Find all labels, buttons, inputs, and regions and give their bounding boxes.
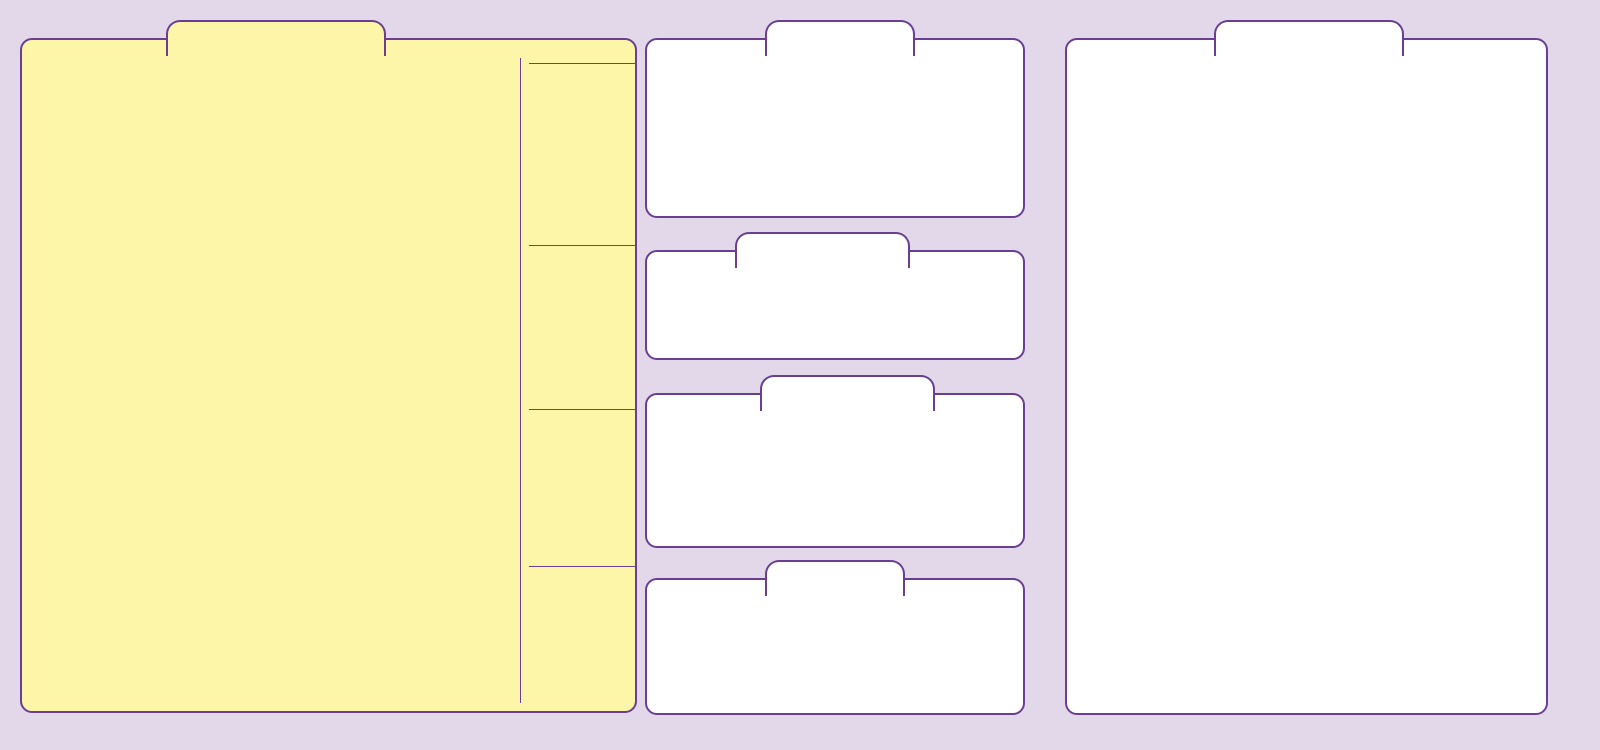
presider-title	[529, 244, 637, 246]
word-title-tab	[1214, 20, 1404, 56]
saturday-header	[657, 416, 1013, 430]
choir-anthem-panel	[645, 578, 1025, 715]
saturday-title-tab	[760, 375, 935, 411]
wednesday-title-tab	[765, 20, 915, 56]
friday-header	[657, 275, 1013, 289]
friday-title-tab	[735, 232, 910, 268]
wednesday-service-panel	[645, 38, 1025, 218]
sermon-body	[1085, 146, 1537, 154]
friday-service-panel	[645, 250, 1025, 360]
divider	[520, 58, 521, 703]
todays-word-title	[529, 62, 637, 64]
prayer-list	[529, 408, 637, 413]
todays-word	[529, 62, 637, 67]
anthem-title-tab	[765, 560, 905, 596]
prayer-title	[529, 408, 637, 410]
wednesday-header	[657, 61, 1013, 75]
presider-list	[529, 244, 637, 249]
sunday-service-panel	[20, 38, 637, 713]
offering-title	[529, 565, 637, 567]
offering-list	[529, 565, 637, 570]
word-of-life-panel	[1065, 38, 1548, 715]
sunday-title-tab	[166, 20, 386, 56]
saturday-service-panel	[645, 393, 1025, 548]
